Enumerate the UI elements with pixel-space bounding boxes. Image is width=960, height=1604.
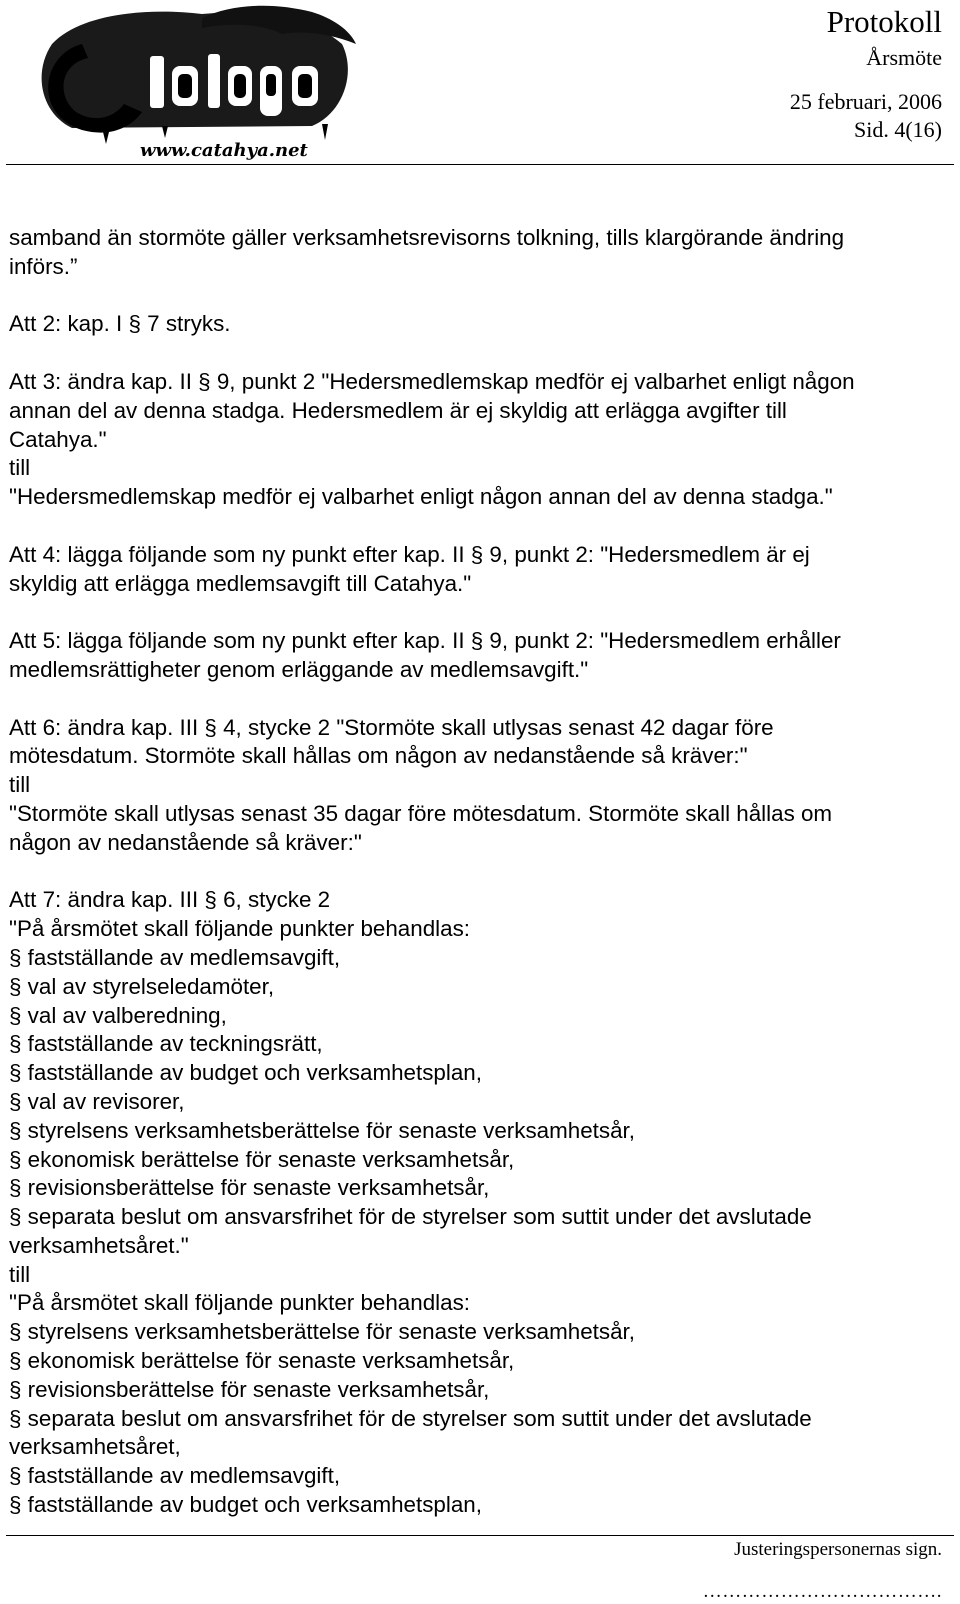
text-line: Att 5: lägga följande som ny punkt efter kap. II § 9, punkt 2: "Hedersmedlem erhåller [9, 628, 841, 654]
document-title: Protokoll [826, 4, 942, 39]
text-line: till [9, 1261, 31, 1287]
text-line: verksamhetsåret, [9, 1434, 181, 1460]
text-line: Catahya." [9, 426, 107, 452]
document-body [9, 224, 951, 1520]
signature-label: Justeringspersonernas sign. [734, 1539, 942, 1560]
text-line: § ekonomisk berättelse för senaste verksamhetsår, [9, 1146, 515, 1172]
text-line: verksamhetsåret." [9, 1232, 189, 1258]
text-line: till [9, 455, 31, 481]
blank-line [9, 685, 951, 714]
text-line: § revisionsberättelse för senaste verksamhetsår, [9, 1175, 490, 1201]
logo-url-text: www.catahya.net [140, 140, 308, 161]
text-line: § separata beslut om ansvarsfrihet för de styrelser som suttit under det avslutade [9, 1204, 812, 1230]
text-line: medlemsrättigheter genom erläggande av medlemsavgift." [9, 656, 589, 682]
text-line: samband än stormöte gäller verksamhetsrevisorns tolkning, tills klargörande ändring [9, 225, 845, 250]
text-line: införs.” [9, 253, 78, 279]
blank-line [9, 339, 951, 368]
text-line: "På årsmötet skall följande punkter behandlas: [9, 1290, 471, 1316]
text-line: § ekonomisk berättelse för senaste verksamhetsår, [9, 1348, 515, 1374]
catahya-logo [12, 4, 362, 162]
page-header [0, 0, 960, 170]
header-divider [6, 164, 954, 165]
blank-line [9, 512, 951, 541]
text-line: "Hedersmedlemskap medför ej valbarhet enligt någon annan del av denna stadga." [9, 484, 833, 510]
text-line: "På årsmötet skall följande punkter behandlas: [9, 916, 471, 942]
text-line: Att 7: ändra kap. III § 6, stycke 2 [9, 887, 331, 913]
text-line: § styrelsens verksamhetsberättelse för senaste verksamhetsår, [9, 1117, 635, 1143]
text-line: Att 4: lägga följande som ny punkt efter kap. II § 9, punkt 2: "Hedersmedlem är ej [9, 541, 810, 567]
text-line: Att 3: ändra kap. II § 9, punkt 2 "Hedersmedlemskap medför ej valbarhet enligt någon [9, 368, 855, 394]
header-info [790, 4, 942, 144]
text-line: "Stormöte skall utlysas senast 35 dagar före mötesdatum. Stormöte skall hållas om [9, 800, 833, 826]
document-date: 25 februari, 2006 [789, 89, 942, 114]
text-line: någon av nedanstående så kräver:" [9, 829, 362, 855]
text-line: § revisionsberättelse för senaste verksamhetsår, [9, 1376, 490, 1402]
signature-line: ………………………………. [702, 1581, 942, 1602]
text-line: annan del av denna stadga. Hedersmedlem är ej skyldig att erlägga avgifter till [9, 397, 787, 423]
text-line: § val av valberedning, [9, 1002, 227, 1028]
text-line: § fastställande av budget och verksamhetsplan, [9, 1492, 482, 1518]
text-line: § fastställande av teckningsrätt, [9, 1031, 323, 1057]
text-line: Att 2: kap. I § 7 stryks. [9, 311, 231, 337]
text-line: § fastställande av medlemsavgift, [9, 1463, 341, 1489]
text-line: § val av revisorer, [9, 1088, 185, 1114]
text-line: § val av styrelseledamöter, [9, 973, 275, 999]
text-line: § fastställande av medlemsavgift, [9, 944, 341, 970]
footer-divider [6, 1535, 954, 1536]
text-line: mötesdatum. Stormöte skall hållas om någon av nedanstående så kräver:" [9, 743, 748, 769]
document-subtitle: Årsmöte [866, 45, 942, 70]
text-line: § separata beslut om ansvarsfrihet för de styrelser som suttit under det avslutade [9, 1405, 812, 1431]
blank-line [9, 858, 951, 887]
text-line: § styrelsens verksamhetsberättelse för senaste verksamhetsår, [9, 1319, 635, 1345]
blank-line [9, 598, 951, 627]
page-number: Sid. 4(16) [854, 117, 942, 142]
text-line: § fastställande av budget och verksamhetsplan, [9, 1060, 482, 1086]
blank-line [9, 282, 951, 311]
text-line: Att 6: ändra kap. III § 4, stycke 2 "Stormöte skall utlysas senast 42 dagar före [9, 714, 774, 740]
text-line: skyldig att erlägga medlemsavgift till Catahya." [9, 570, 472, 596]
text-line: till [9, 772, 31, 798]
